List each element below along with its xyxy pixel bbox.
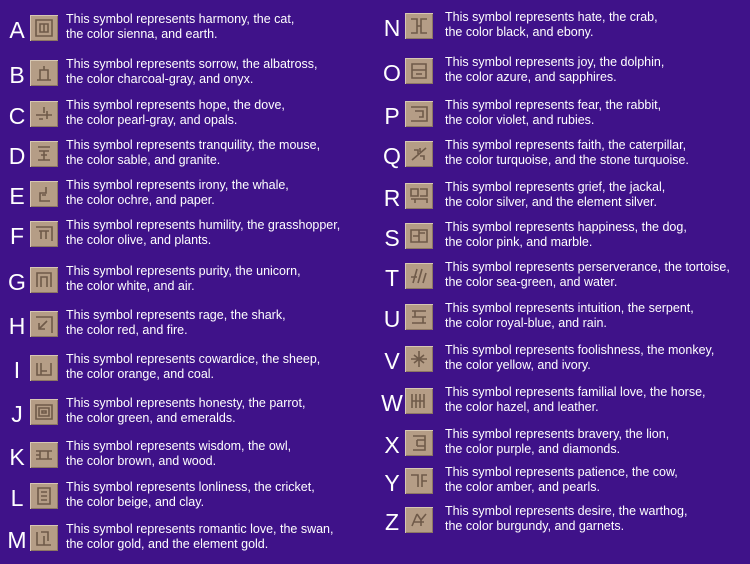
symbol-description bbox=[66, 522, 333, 552]
glyph-mark bbox=[37, 532, 51, 545]
glyph-mark bbox=[411, 107, 427, 121]
hate-symbol-icon bbox=[405, 13, 433, 39]
symbol-letter: I bbox=[13, 357, 21, 383]
glyph-mark bbox=[37, 273, 51, 287]
description-line-2: the color orange, and coal. bbox=[66, 367, 215, 381]
symbol-letter: D bbox=[8, 143, 26, 169]
description-line-1: This symbol represents intuition, the serpent, bbox=[445, 301, 694, 315]
symbol-letter: P bbox=[384, 103, 400, 129]
symbol-letter: F bbox=[9, 223, 25, 249]
perserverance-symbol-icon bbox=[405, 263, 433, 289]
symbol-letter: R bbox=[383, 185, 401, 211]
symbol-letter: H bbox=[8, 313, 26, 339]
symbol-description bbox=[66, 264, 301, 294]
symbol-description bbox=[445, 301, 694, 331]
symbol-description bbox=[445, 260, 730, 290]
symbol-letter: X bbox=[384, 432, 400, 458]
symbol-description bbox=[66, 178, 289, 208]
sorrow-symbol-icon bbox=[30, 60, 58, 86]
description-line-2: the color gold, and the element gold. bbox=[66, 537, 269, 551]
desire-symbol-icon bbox=[405, 507, 433, 533]
description-line-1: This symbol represents lonliness, the cricket, bbox=[66, 480, 315, 494]
glyph-mark bbox=[36, 451, 52, 459]
harmony-symbol-icon bbox=[30, 15, 58, 41]
glyph-mark bbox=[37, 66, 51, 80]
description-line-1: This symbol represents bravery, the lion, bbox=[445, 427, 670, 441]
purity-symbol-icon bbox=[30, 267, 58, 293]
symbol-letter: M bbox=[7, 527, 27, 553]
description-line-1: This symbol represents tranquility, the mouse, bbox=[66, 138, 321, 152]
symbol-description bbox=[66, 439, 291, 469]
description-line-1: This symbol represents desire, the warthog, bbox=[445, 504, 688, 518]
description-line-1: This symbol represents happiness, the dog, bbox=[445, 220, 687, 234]
symbol-letter: O bbox=[383, 60, 401, 86]
description-line-2: the color burgundy, and garnets. bbox=[445, 519, 625, 533]
symbol-description bbox=[445, 55, 664, 85]
hope-symbol-icon bbox=[30, 101, 58, 127]
symbol-letter: S bbox=[384, 225, 400, 251]
glyph-mark bbox=[411, 475, 427, 487]
description-line-1: This symbol represents faith, the caterpillar, bbox=[445, 138, 687, 152]
symbol-description bbox=[66, 12, 294, 42]
description-line-1: This symbol represents cowardice, the sheep, bbox=[66, 352, 321, 366]
symbol-description bbox=[445, 504, 687, 534]
glyph-mark bbox=[411, 269, 426, 283]
description-line-1: This symbol represents perserverance, the tortoise, bbox=[445, 260, 730, 274]
symbol-letter: A bbox=[9, 17, 25, 43]
description-line-1: This symbol represents wisdom, the owl, bbox=[66, 439, 292, 453]
symbol-letter: K bbox=[9, 444, 25, 470]
description-line-2: the color sable, and granite. bbox=[66, 153, 221, 167]
familial-love-symbol-icon bbox=[405, 388, 433, 414]
grief-symbol-icon bbox=[405, 183, 433, 209]
tranquility-symbol-icon bbox=[30, 141, 58, 167]
description-line-2: the color purple, and diamonds. bbox=[445, 442, 621, 456]
glyph-mark bbox=[37, 363, 51, 375]
description-line-1: This symbol represents fear, the rabbit, bbox=[445, 98, 662, 112]
honesty-symbol-icon bbox=[30, 399, 58, 425]
symbol-description bbox=[66, 57, 318, 87]
description-line-2: the color silver, and the element silver. bbox=[445, 195, 657, 209]
cowardice-symbol-icon bbox=[30, 355, 58, 381]
glyph-mark bbox=[413, 436, 425, 450]
symbol-description bbox=[445, 220, 687, 250]
description-line-2: the color sienna, and earth. bbox=[66, 27, 218, 41]
description-line-1: This symbol represents harmony, the cat, bbox=[66, 12, 295, 26]
description-line-2: the color ochre, and paper. bbox=[66, 193, 215, 207]
symbol-letter: J bbox=[11, 401, 23, 427]
symbol-letter: L bbox=[10, 485, 24, 511]
glyph-mark bbox=[36, 317, 52, 333]
romantic-love-symbol-icon bbox=[30, 525, 58, 551]
irony-symbol-icon bbox=[30, 181, 58, 207]
glyph-mark bbox=[38, 488, 50, 504]
description-line-2: the color azure, and sapphires. bbox=[445, 70, 617, 84]
description-line-2: the color white, and air. bbox=[66, 279, 195, 293]
humility-symbol-icon bbox=[30, 221, 58, 247]
patience-symbol-icon bbox=[405, 468, 433, 494]
description-line-2: the color green, and emeralds. bbox=[66, 411, 236, 425]
symbol-letter: Q bbox=[383, 143, 401, 169]
foolishness-symbol-icon bbox=[405, 346, 433, 372]
symbol-letter: N bbox=[383, 15, 401, 41]
description-line-1: This symbol represents familial love, the horse, bbox=[445, 385, 706, 399]
symbol-letter: G bbox=[8, 269, 26, 295]
symbol-description bbox=[445, 10, 658, 40]
description-line-1: This symbol represents hate, the crab, bbox=[445, 10, 658, 24]
rage-symbol-icon bbox=[30, 311, 58, 337]
symbol-letter: U bbox=[383, 306, 401, 332]
glyph-mark bbox=[36, 20, 52, 36]
glyph-mark bbox=[36, 107, 52, 119]
glyph-mark bbox=[411, 351, 427, 367]
glyph-mark bbox=[38, 147, 50, 160]
symbol-description bbox=[445, 180, 665, 210]
intuition-symbol-icon bbox=[405, 304, 433, 330]
glyph-mark bbox=[412, 514, 426, 526]
description-line-1: This symbol represents humility, the grasshopper, bbox=[66, 218, 341, 232]
description-line-2: the color pink, and marble. bbox=[445, 235, 593, 249]
symbol-description bbox=[66, 396, 305, 426]
glyph-mark bbox=[411, 230, 427, 242]
description-line-2: the color royal-blue, and rain. bbox=[445, 316, 607, 330]
description-line-1: This symbol represents purity, the unicorn, bbox=[66, 264, 301, 278]
symbol-description bbox=[445, 385, 706, 415]
joy-symbol-icon bbox=[405, 58, 433, 84]
glyph-mark bbox=[412, 394, 424, 408]
description-line-1: This symbol represents sorrow, the albatross, bbox=[66, 57, 318, 71]
symbol-letter: Z bbox=[384, 509, 400, 535]
symbol-letter: V bbox=[384, 348, 400, 374]
faith-symbol-icon bbox=[405, 141, 433, 167]
description-line-2: the color beige, and clay. bbox=[66, 495, 205, 509]
symbol-description bbox=[66, 480, 315, 510]
symbol-description bbox=[66, 308, 286, 338]
symbol-description bbox=[66, 98, 285, 128]
description-line-1: This symbol represents joy, the dolphin, bbox=[445, 55, 665, 69]
symbol-letter: Y bbox=[384, 470, 400, 496]
symbol-letter: E bbox=[9, 183, 25, 209]
description-line-2: the color violet, and rubies. bbox=[445, 113, 595, 127]
symbol-description bbox=[445, 98, 661, 128]
description-line-1: This symbol represents grief, the jackal, bbox=[445, 180, 666, 194]
description-line-2: the color black, and ebony. bbox=[445, 25, 594, 39]
description-line-2: the color yellow, and ivory. bbox=[445, 358, 591, 372]
symbol-description bbox=[445, 343, 714, 373]
description-line-1: This symbol represents patience, the cow, bbox=[445, 465, 678, 479]
symbol-letter: B bbox=[9, 62, 25, 88]
symbol-description bbox=[445, 465, 678, 495]
description-line-2: the color amber, and pearls. bbox=[445, 480, 600, 494]
description-line-1: This symbol represents foolishness, the monkey, bbox=[445, 343, 715, 357]
glyph-mark bbox=[412, 148, 426, 160]
glyph-mark bbox=[411, 189, 427, 203]
symbol-description bbox=[445, 138, 689, 168]
description-line-2: the color charcoal-gray, and onyx. bbox=[66, 72, 254, 86]
description-line-1: This symbol represents romantic love, the swan, bbox=[66, 522, 334, 536]
symbol-description bbox=[66, 138, 320, 168]
glyph-mark bbox=[40, 187, 50, 201]
symbol-letter: W bbox=[381, 390, 403, 416]
description-line-1: This symbol represents honesty, the parrot, bbox=[66, 396, 306, 410]
description-line-1: This symbol represents rage, the shark, bbox=[66, 308, 286, 322]
glyph-mark bbox=[411, 19, 427, 33]
glyph-mark bbox=[36, 227, 52, 241]
description-line-2: the color olive, and plants. bbox=[66, 233, 212, 247]
symbol-description bbox=[66, 352, 320, 382]
symbol-letter: T bbox=[384, 265, 400, 291]
lonliness-symbol-icon bbox=[30, 483, 58, 509]
description-line-1: This symbol represents irony, the whale, bbox=[66, 178, 289, 192]
glyph-mark bbox=[412, 64, 426, 78]
description-line-2: the color turquoise, and the stone turquoise. bbox=[445, 153, 689, 167]
glyph-mark bbox=[36, 405, 52, 419]
description-line-2: the color hazel, and leather. bbox=[445, 400, 599, 414]
symbol-description bbox=[66, 218, 340, 248]
happiness-symbol-icon bbox=[405, 223, 433, 249]
fear-symbol-icon bbox=[405, 101, 433, 127]
bravery-symbol-icon bbox=[405, 430, 433, 456]
description-line-2: the color sea-green, and water. bbox=[445, 275, 618, 289]
description-line-2: the color brown, and wood. bbox=[66, 454, 217, 468]
symbol-description bbox=[445, 427, 669, 457]
description-line-2: the color pearl-gray, and opals. bbox=[66, 113, 238, 127]
glyph-mark bbox=[412, 311, 426, 323]
description-line-1: This symbol represents hope, the dove, bbox=[66, 98, 285, 112]
symbol-letter: C bbox=[8, 103, 26, 129]
description-line-2: the color red, and fire. bbox=[66, 323, 188, 337]
wisdom-symbol-icon bbox=[30, 442, 58, 468]
